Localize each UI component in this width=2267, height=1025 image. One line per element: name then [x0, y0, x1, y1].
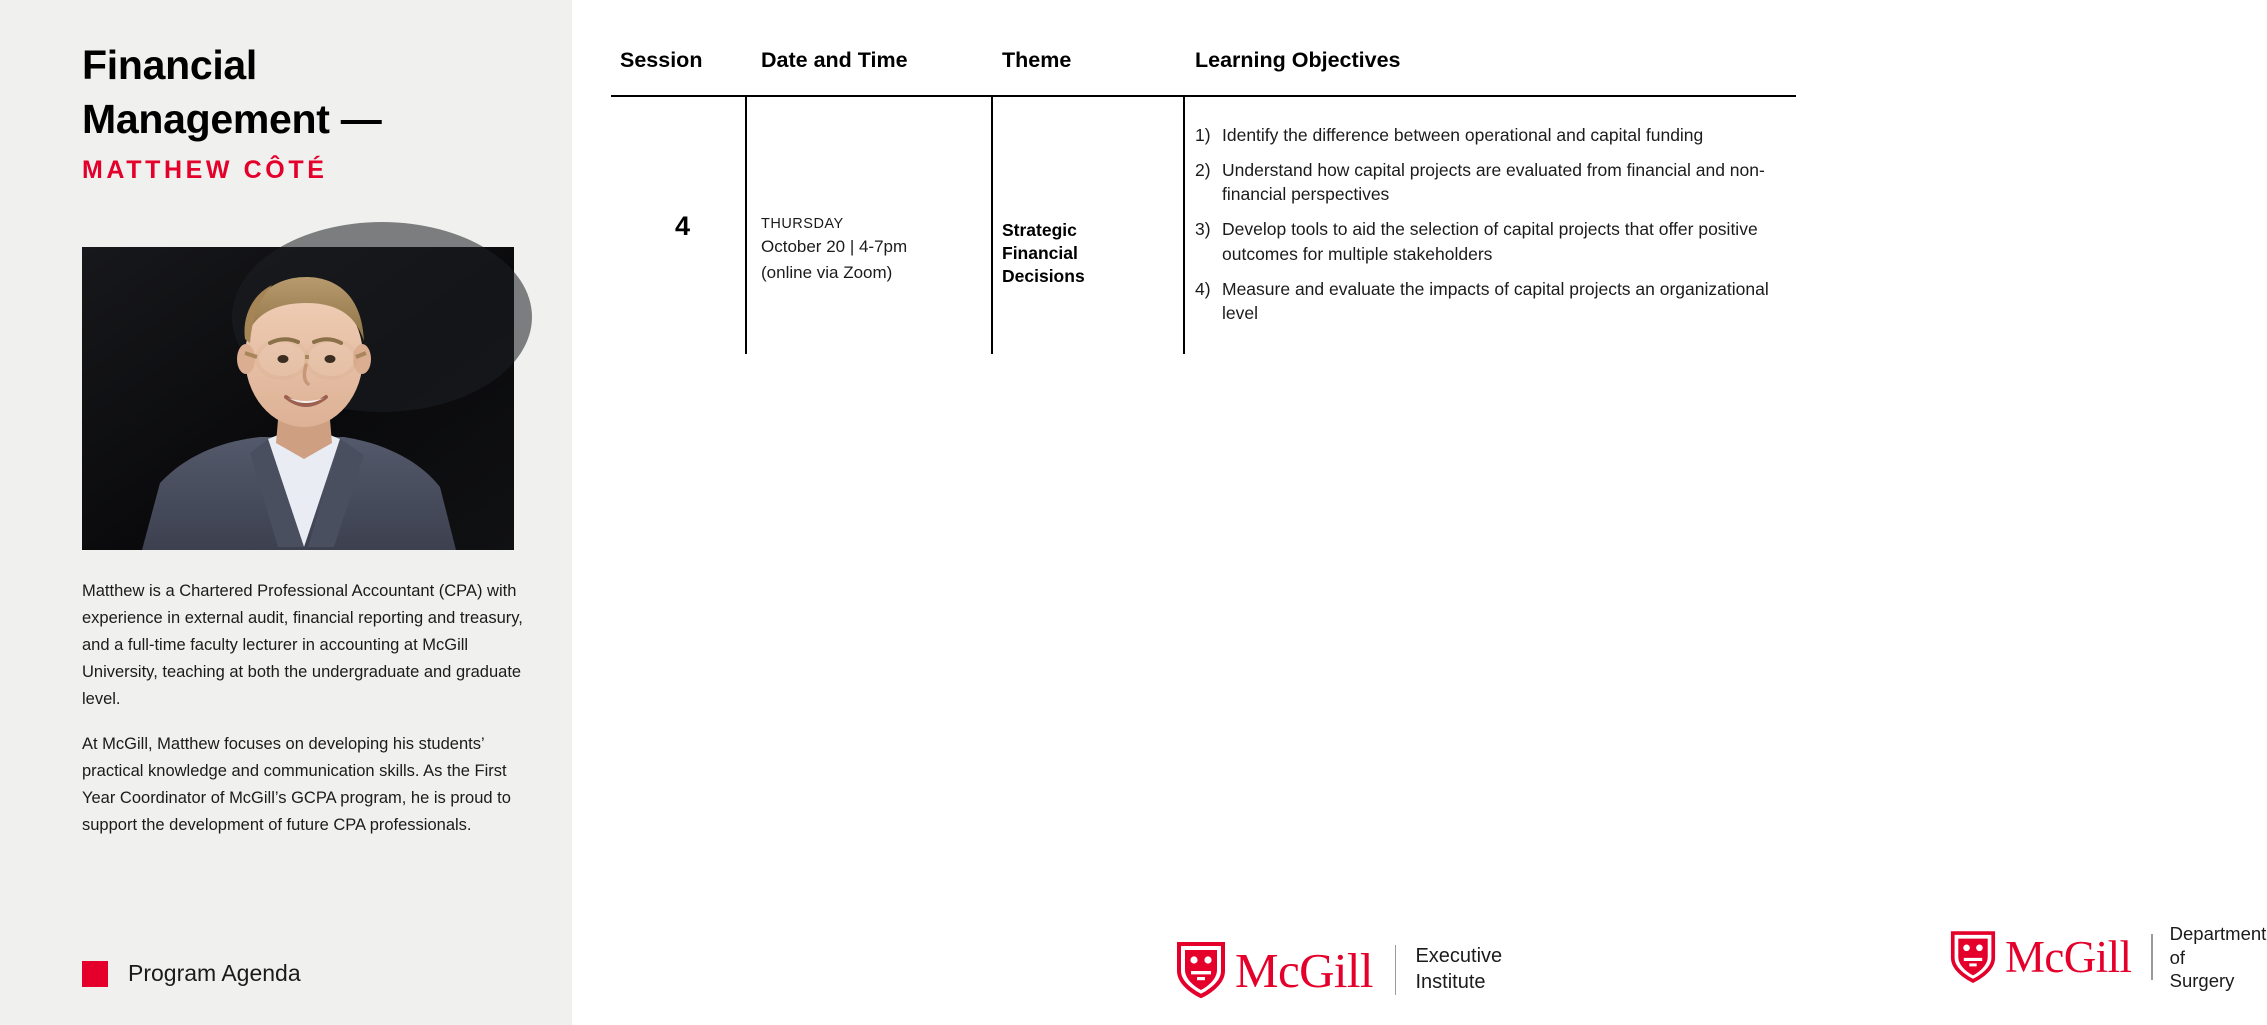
- cell-date-time: [745, 97, 991, 354]
- session-number: 4: [674, 211, 691, 241]
- objective-number: 3): [1195, 219, 1211, 240]
- session-table: [611, 48, 1796, 354]
- logo-tagline-line2: Institute: [1415, 971, 1486, 993]
- date-weekday: THURSDAY: [761, 216, 844, 232]
- date-time-line: October 20 | 4-7pm: [761, 237, 908, 256]
- main-content: [572, 0, 2267, 1025]
- mcgill-department-of-surgery-logo: [1950, 922, 2267, 993]
- objective-number: 2): [1195, 160, 1211, 181]
- logo-tagline: [1415, 944, 1502, 995]
- theme-line-1: Strategic: [1002, 220, 1077, 240]
- objective-text: Understand how capital projects are evaluated from financial and non-financial perspectives: [1222, 160, 1765, 205]
- logo-divider: [2151, 934, 2152, 980]
- date-location-line: (online via Zoom): [761, 263, 893, 283]
- column-header-learning-objectives: Learning Objectives: [1195, 48, 1401, 72]
- presenter-name: MATTHEW CÔTÉ: [82, 156, 328, 185]
- objective-text: Identify the difference between operational and capital funding: [1222, 125, 1704, 145]
- column-header-date-time: Date and Time: [761, 48, 908, 72]
- list-item: [1195, 277, 1796, 325]
- objective-number: 1): [1195, 125, 1211, 145]
- logo-tagline: [2170, 922, 2267, 993]
- red-square-icon: [82, 961, 108, 987]
- theme-line-2: Financial: [1002, 243, 1078, 264]
- objective-number: 4): [1195, 278, 1211, 299]
- cell-theme: [991, 97, 1183, 354]
- table-header-row: [611, 48, 1796, 95]
- column-header-theme: Theme: [1002, 48, 1072, 72]
- mcgill-wordmark: McGill: [2005, 931, 2132, 982]
- program-agenda-marker: [82, 960, 301, 987]
- cell-learning-objectives: [1183, 97, 1796, 354]
- theme-text: [1002, 219, 1183, 288]
- column-header-session: Session: [620, 48, 703, 72]
- logo-divider: [1395, 945, 1397, 995]
- cell-session: [611, 97, 745, 354]
- title-block: [82, 38, 512, 185]
- page-title: [82, 38, 512, 146]
- mcgill-shield-icon: [1950, 930, 1996, 984]
- list-item: [1195, 217, 1796, 265]
- portrait-illustration: [82, 247, 514, 550]
- list-item: [1195, 158, 1796, 206]
- page-title-line1: Financial: [82, 42, 258, 88]
- presenter-portrait: [82, 247, 514, 550]
- bio-paragraph-2: At McGill, Matthew focuses on developing his students’ practical knowledge and communication skills. As the First Year Coordinator of McGill’s GCPA program, he is proud to support the development of future CPA professionals.: [82, 735, 511, 835]
- mcgill-shield-icon: [1176, 941, 1226, 999]
- mcgill-executive-institute-logo: [1176, 941, 1502, 999]
- theme-line-3: Decisions: [1002, 266, 1085, 287]
- logo-tagline-line2: Surgery: [2169, 970, 2235, 992]
- list-item: [1195, 123, 1796, 147]
- objectives-list: [1195, 123, 1796, 325]
- table-row: [611, 97, 1796, 354]
- objective-text: Develop tools to aid the selection of capital projects that offer positive outcomes for multiple stakeholders: [1222, 219, 1758, 264]
- page-title-line2: Management —: [82, 96, 382, 143]
- logo-tagline-line1: Executive: [1415, 945, 1503, 968]
- mcgill-wordmark: McGill: [1235, 942, 1373, 998]
- program-agenda-label: Program Agenda: [128, 960, 301, 986]
- sidebar: [0, 0, 572, 1025]
- bio-paragraph-1: Matthew is a Chartered Professional Accountant (CPA) with experience in external audit, financial reporting and treasury, and a full-time faculty lecturer in accounting at McGill University, teaching at both the undergraduate and graduate level.: [82, 582, 523, 708]
- logo-tagline-line1: Department of: [2169, 922, 2267, 968]
- presenter-bio: [82, 578, 526, 858]
- objective-text: Measure and evaluate the impacts of capital projects an organizational level: [1222, 278, 1769, 323]
